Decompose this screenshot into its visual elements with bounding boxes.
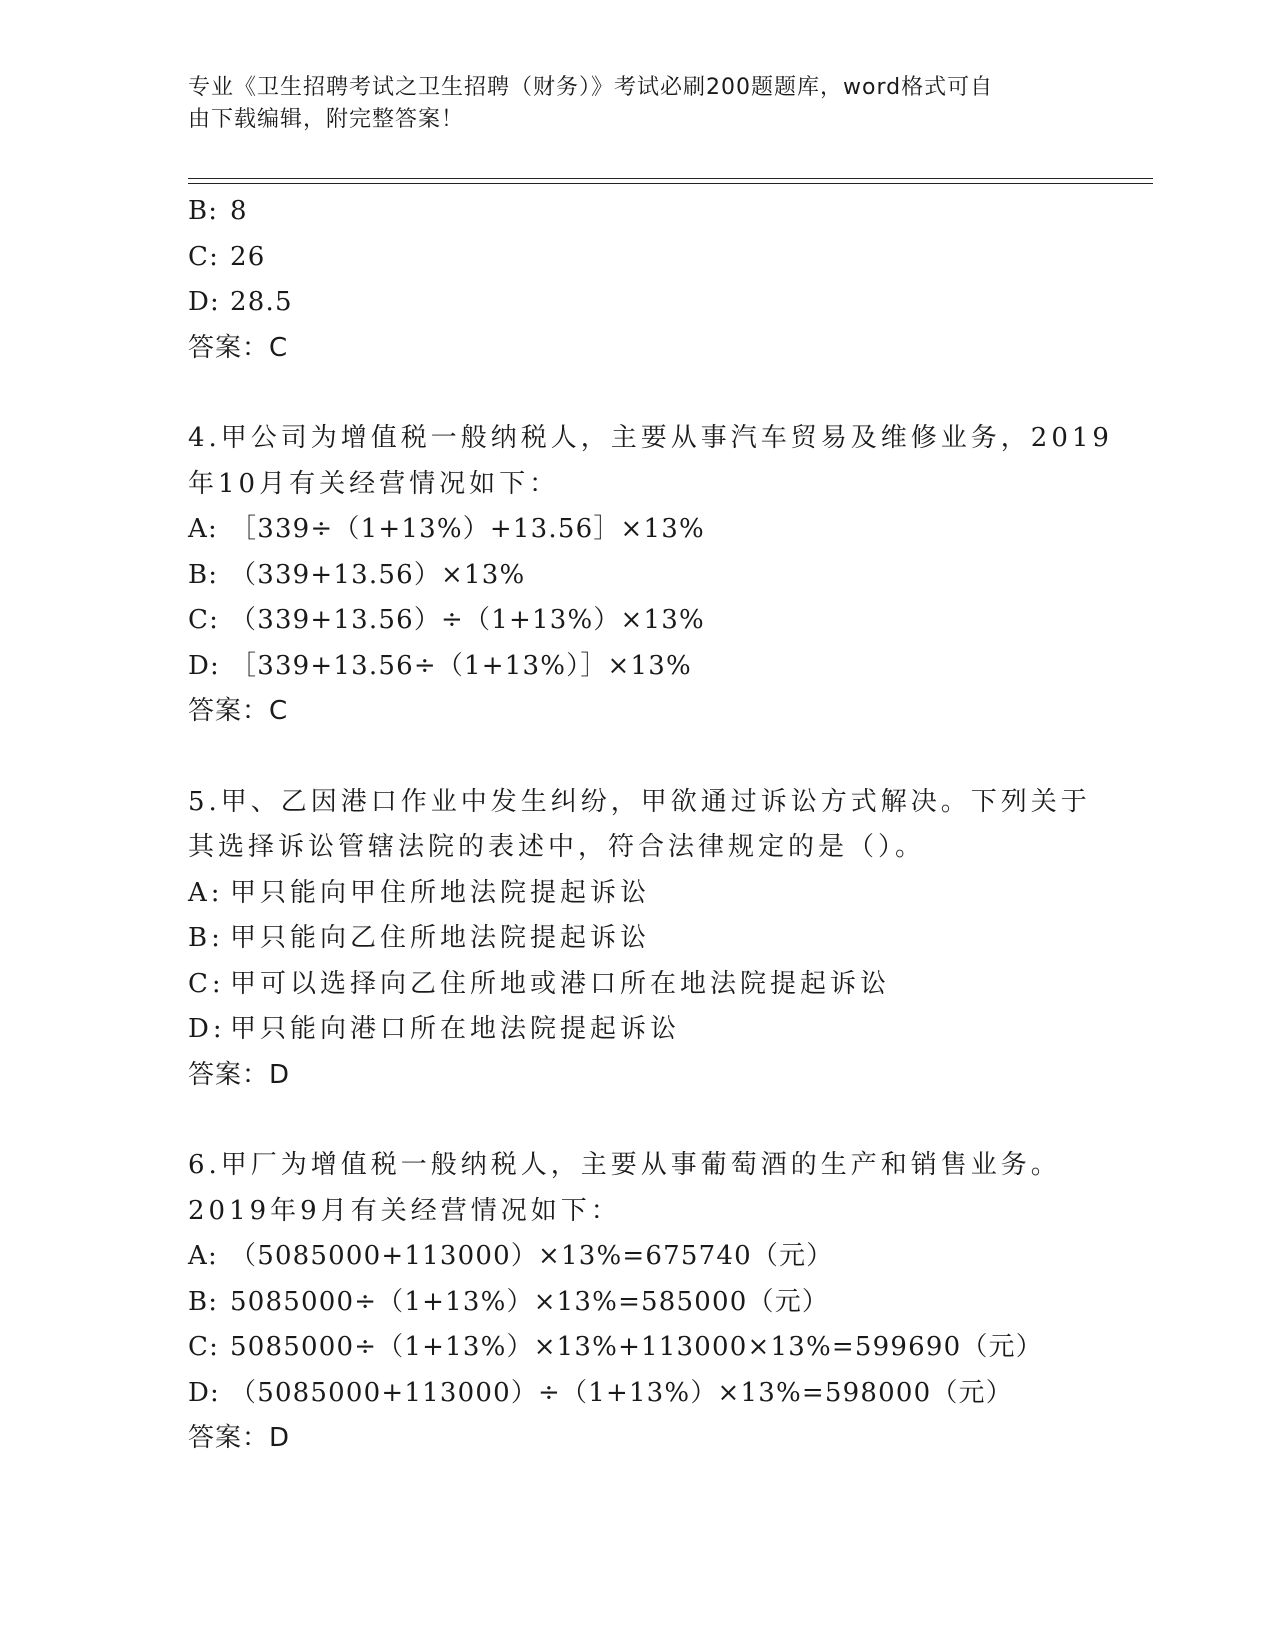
header-divider-top [188, 178, 1153, 179]
option-c [188, 235, 1153, 281]
question-stem-line-1: 5.甲、乙因港口作业中发生纠纷，甲欲通过诉讼方式解决。下列关于 [188, 786, 1091, 817]
option-text: 5085000÷（1+13%）×13%+113000×13%=599690（元） [230, 1332, 1043, 1362]
spacer [188, 735, 1153, 780]
option-text: （5085000+113000）×13%=675740（元） [230, 1241, 834, 1271]
option-b [188, 1280, 1153, 1326]
option-d [188, 280, 1153, 326]
question-stem-line-2: 2019年9月有关经营情况如下： [188, 1195, 621, 1226]
option-b [188, 916, 1153, 962]
option-label: A: [188, 1241, 218, 1271]
option-label: C: [188, 968, 225, 999]
answer: 答案：D [188, 1059, 291, 1090]
option-b [188, 553, 1153, 599]
option-text: （339+13.56）÷（1+13%）×13% [230, 605, 705, 635]
option-label: D: [188, 650, 221, 681]
option-d [188, 1007, 1153, 1053]
option-text: （339+13.56）×13% [230, 559, 526, 590]
question-3-tail [188, 189, 1153, 371]
option-c [188, 962, 1153, 1008]
option-c [188, 1325, 1153, 1371]
option-label: A: [188, 514, 218, 544]
option-label: C: [188, 605, 220, 635]
answer: 答案：C [188, 332, 289, 363]
header-line-2: 由下载编辑，附完整答案！ [188, 107, 465, 132]
option-label: B: [188, 923, 224, 953]
answer: 答案：C [188, 696, 289, 726]
question-stem-line-1: 4.甲公司为增值税一般纳税人，主要从事汽车贸易及维修业务，2019 [188, 423, 1113, 453]
option-text: （5085000+113000）÷（1+13%）×13%=598000（元） [230, 1377, 1013, 1408]
option-label: D: [188, 287, 221, 317]
document-header [188, 72, 1088, 136]
option-text: 甲可以选择向乙住所地或港口所在地法院提起诉讼 [230, 968, 891, 999]
option-text: ［339÷（1+13%）+13.56］×13% [230, 514, 705, 544]
option-d [188, 644, 1153, 690]
spacer [188, 1098, 1153, 1143]
option-label: D: [188, 1014, 226, 1044]
option-d [188, 1371, 1153, 1417]
option-a [188, 507, 1153, 553]
header-divider-bottom [188, 183, 1153, 184]
question-stem-line-2: 年10月有关经营情况如下： [188, 468, 560, 499]
option-text: 甲只能向乙住所地法院提起诉讼 [230, 923, 651, 953]
question-6 [188, 1143, 1153, 1462]
option-text: 甲只能向甲住所地法院提起诉讼 [230, 877, 651, 908]
option-label: B: [188, 559, 219, 590]
question-list [188, 189, 1153, 1462]
option-a [188, 1234, 1153, 1280]
option-label: A: [188, 877, 224, 908]
option-text: 8 [230, 196, 248, 226]
question-4 [188, 416, 1153, 735]
option-label: D: [188, 1377, 221, 1408]
option-text: 26 [230, 241, 266, 272]
question-stem-line-1: 6.甲厂为增值税一般纳税人，主要从事葡萄酒的生产和销售业务。 [188, 1150, 1061, 1180]
option-label: B: [188, 1286, 219, 1317]
option-b [188, 189, 1153, 235]
option-text: 甲只能向港口所在地法院提起诉讼 [230, 1014, 681, 1044]
option-text: 28.5 [230, 287, 293, 317]
option-c [188, 598, 1153, 644]
option-text: 5085000÷（1+13%）×13%=585000（元） [230, 1286, 830, 1317]
option-label: C: [188, 1332, 220, 1362]
answer: 答案：D [188, 1423, 291, 1453]
question-stem-line-2: 其选择诉讼管辖法院的表述中，符合法律规定的是（）。 [188, 832, 926, 862]
option-label: C: [188, 241, 220, 272]
option-text: ［339+13.56÷（1+13%）］×13% [230, 650, 692, 681]
spacer [188, 371, 1153, 416]
option-a [188, 871, 1153, 917]
option-label: B: [188, 196, 219, 226]
header-line-1: 专业《卫生招聘考试之卫生招聘（财务）》考试必刷200题题库，word格式可自 [188, 75, 994, 100]
question-5 [188, 780, 1153, 1099]
